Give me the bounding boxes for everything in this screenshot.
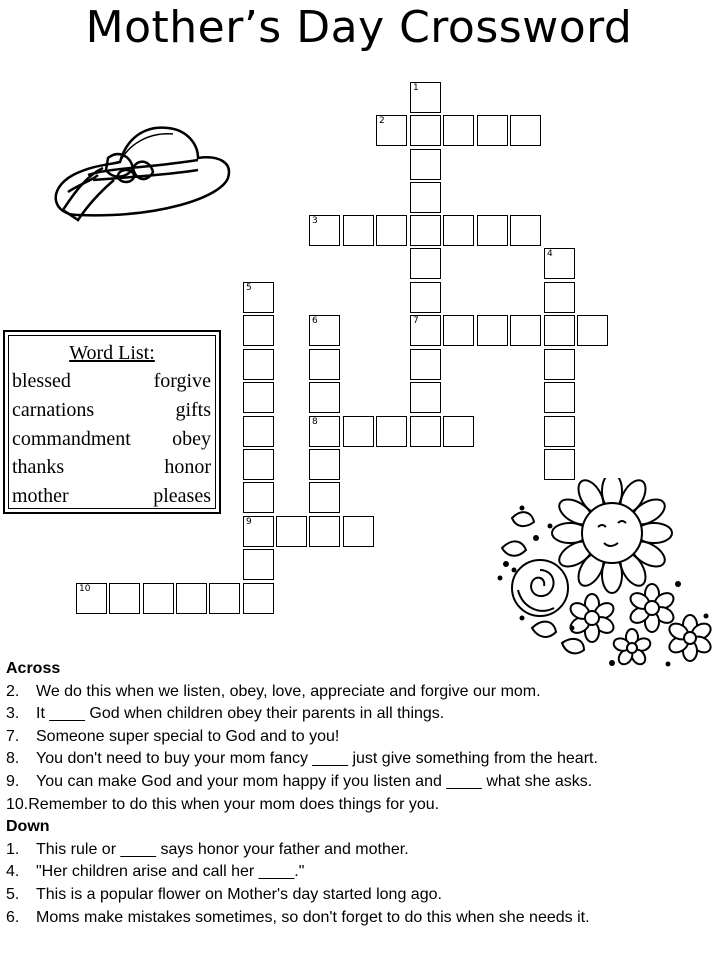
crossword-cell[interactable] xyxy=(243,583,274,614)
crossword-cell[interactable] xyxy=(343,215,374,246)
crossword-cell[interactable] xyxy=(410,349,441,380)
crossword-cell[interactable] xyxy=(544,449,575,480)
crossword-cell[interactable] xyxy=(309,516,340,547)
crossword-cell[interactable] xyxy=(309,416,340,447)
crossword-cell[interactable] xyxy=(243,449,274,480)
crossword-cell[interactable] xyxy=(410,282,441,313)
across-clue: 2. We do this when we listen, obey, love, appreciate and forgive our mom. xyxy=(6,682,541,700)
crossword-cell[interactable] xyxy=(544,416,575,447)
word-list-row xyxy=(12,456,211,479)
crossword-cell[interactable] xyxy=(243,482,274,513)
crossword-cell[interactable] xyxy=(143,583,174,614)
crossword-cell[interactable] xyxy=(443,215,474,246)
word-list-item: honor xyxy=(164,456,211,478)
crossword-cell[interactable] xyxy=(309,215,340,246)
crossword-cell[interactable] xyxy=(544,382,575,413)
crossword-cell[interactable] xyxy=(243,382,274,413)
down-heading: Down xyxy=(6,818,50,836)
crossword-cell[interactable] xyxy=(410,115,441,146)
crossword-cell[interactable] xyxy=(544,349,575,380)
crossword-cell[interactable] xyxy=(410,149,441,180)
down-clue: 1. This rule or ____ says honor your father and mother. xyxy=(6,840,409,858)
crossword-cell[interactable] xyxy=(243,315,274,346)
clue-number: 9 xyxy=(246,517,252,527)
crossword-cell[interactable] xyxy=(410,315,441,346)
across-clue: 8. You don't need to buy your mom fancy ____ just give something from the heart. xyxy=(6,750,598,768)
crossword-cell[interactable] xyxy=(243,349,274,380)
word-list-item: gifts xyxy=(175,399,211,421)
crossword-cell[interactable] xyxy=(477,315,508,346)
across-heading: Across xyxy=(6,660,61,677)
clue-number: 6 xyxy=(312,316,318,326)
clue-number: 10 xyxy=(79,584,91,594)
clue-number: 7 xyxy=(413,316,419,326)
crossword-cell[interactable] xyxy=(577,315,608,346)
crossword-cell[interactable] xyxy=(76,583,107,614)
page-title: Mother’s Day Crossword xyxy=(85,2,633,53)
crossword-cell[interactable] xyxy=(544,315,575,346)
crossword-cell[interactable] xyxy=(410,248,441,279)
across-clue: 9. You can make God and your mom happy if you listen and ____ what she asks. xyxy=(6,772,593,790)
crossword-cell[interactable] xyxy=(410,182,441,213)
crossword-cell[interactable] xyxy=(309,449,340,480)
crossword-cell[interactable] xyxy=(309,482,340,513)
crossword-cell[interactable] xyxy=(443,315,474,346)
down-clue: 6. Moms make mistakes sometimes, so don't forget to do this when she needs it. xyxy=(6,908,590,926)
clue-number: 2 xyxy=(379,116,385,126)
crossword-cell[interactable] xyxy=(243,549,274,580)
crossword-cell[interactable] xyxy=(544,248,575,279)
crossword-cell[interactable] xyxy=(176,583,207,614)
crossword-cell[interactable] xyxy=(376,215,407,246)
crossword-cell[interactable] xyxy=(443,115,474,146)
clue-number: 8 xyxy=(312,417,318,427)
clue-number: 5 xyxy=(246,283,252,293)
crossword-cell[interactable] xyxy=(309,349,340,380)
clue-number: 3 xyxy=(312,216,318,226)
across-clue: 10.Remember to do this when your mom does things for you. xyxy=(6,795,440,813)
crossword-cell[interactable] xyxy=(309,315,340,346)
down-clue: 5. This is a popular flower on Mother's day started long ago. xyxy=(6,885,442,903)
word-list-row xyxy=(12,399,211,422)
crossword-cell[interactable] xyxy=(343,416,374,447)
word-list-item: pleases xyxy=(153,485,211,507)
clue-number: 4 xyxy=(547,249,553,259)
word-list-item: thanks xyxy=(12,456,65,478)
crossword-cell[interactable] xyxy=(309,382,340,413)
crossword-cell[interactable] xyxy=(410,82,441,113)
crossword-cell[interactable] xyxy=(410,215,441,246)
word-list-row xyxy=(12,485,211,508)
word-list-row xyxy=(12,428,211,451)
crossword-cell[interactable] xyxy=(477,115,508,146)
word-list-box xyxy=(3,330,221,514)
clue-number: 1 xyxy=(413,83,419,93)
word-list-item: carnations xyxy=(12,399,95,421)
word-list-item: forgive xyxy=(153,370,211,392)
crossword-cell[interactable] xyxy=(276,516,307,547)
down-clue: 4. "Her children arise and call her ____." xyxy=(6,863,305,881)
crossword-cell[interactable] xyxy=(510,115,541,146)
crossword-cell[interactable] xyxy=(477,215,508,246)
clues-section xyxy=(6,658,716,929)
crossword-cell[interactable] xyxy=(510,315,541,346)
crossword-cell[interactable] xyxy=(209,583,240,614)
word-list-row xyxy=(12,370,211,393)
crossword-cell[interactable] xyxy=(243,282,274,313)
across-clue: 3. It ____ God when children obey their parents in all things. xyxy=(6,705,445,723)
word-list-item: mother xyxy=(12,485,69,507)
word-list-item: obey xyxy=(172,428,211,450)
word-list-item: commandment xyxy=(12,428,131,450)
crossword-cell[interactable] xyxy=(376,115,407,146)
crossword-cell[interactable] xyxy=(410,382,441,413)
crossword-cell[interactable] xyxy=(243,516,274,547)
across-clue: 7. Someone super special to God and to you! xyxy=(6,727,340,745)
crossword-cell[interactable] xyxy=(410,416,441,447)
crossword-cell[interactable] xyxy=(243,416,274,447)
word-list-item: blessed xyxy=(12,370,71,392)
crossword-cell[interactable] xyxy=(443,416,474,447)
crossword-cell[interactable] xyxy=(544,282,575,313)
crossword-cell[interactable] xyxy=(343,516,374,547)
crossword-cell[interactable] xyxy=(510,215,541,246)
crossword-cell[interactable] xyxy=(109,583,140,614)
word-list-title: Word List: xyxy=(69,342,155,364)
crossword-cell[interactable] xyxy=(376,416,407,447)
